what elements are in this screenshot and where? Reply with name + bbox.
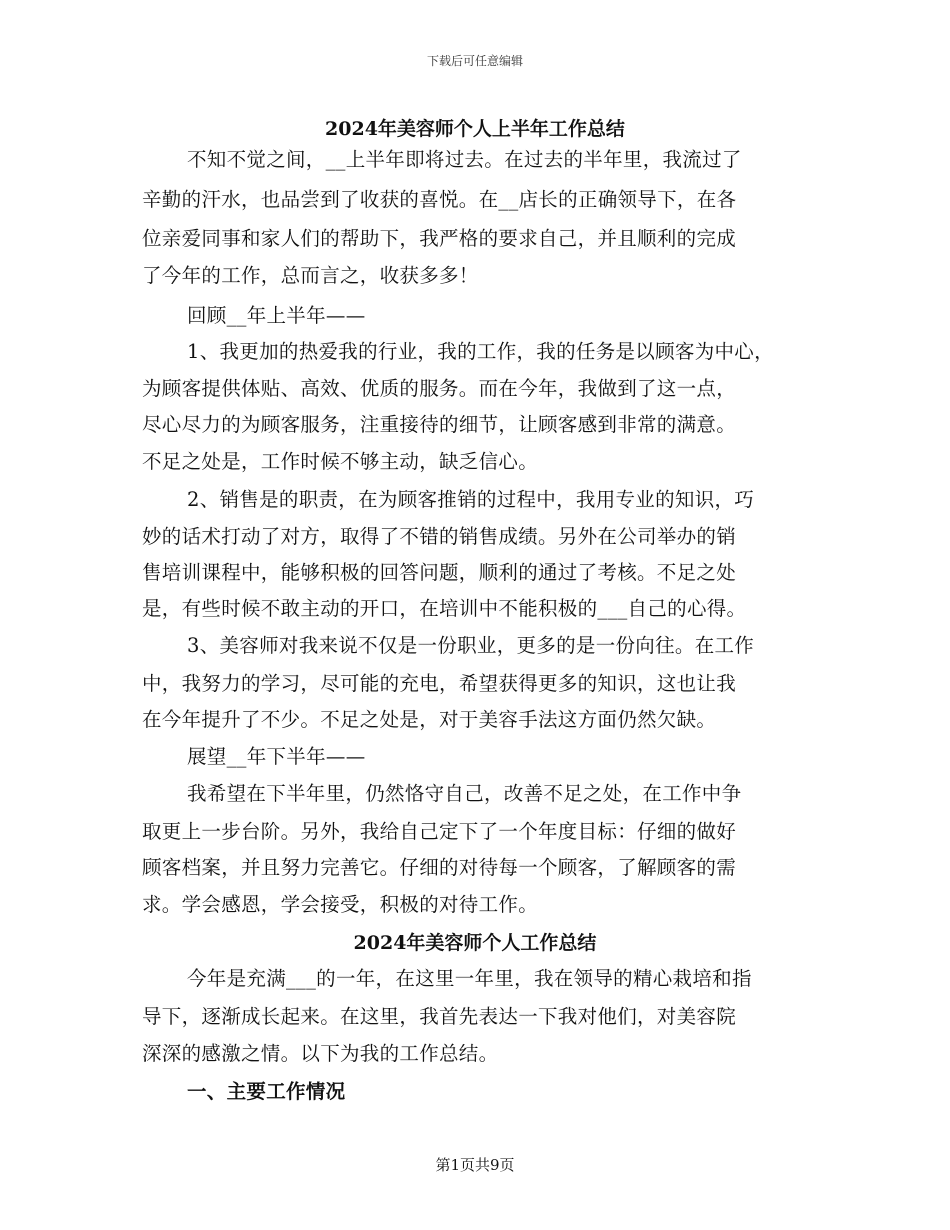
paragraph-line: 在今年提升了不少。不足之处是，对于美容手法这方面仍然欠缺。	[142, 708, 717, 731]
paragraph-line: 尽心尽力的为顾客服务，注重接待的细节，让顾客感到非常的满意。	[142, 413, 737, 436]
paragraph-line: 妙的话术打动了对方，取得了不错的销售成绩。另外在公司举办的销	[142, 525, 737, 548]
document-title-2: 2024年美容师个人工作总结	[353, 932, 597, 954]
paragraph-line: 位亲爱同事和家人们的帮助下，我严格的要求自己，并且顺利的完成	[142, 227, 737, 250]
paragraph-line: 我希望在下半年里，仍然恪守自己，改善不足之处，在工作中争	[187, 782, 742, 805]
document-title: 2024年美容师个人上半年工作总结	[325, 118, 625, 140]
section-heading-main-work: 一、主要工作情况	[187, 1080, 346, 1103]
paragraph-line: 是，有些时候不敢主动的开口，在培训中不能积极的___自己的心得。	[142, 597, 747, 620]
paragraph-line: 为顾客提供体贴、高效、优质的服务。而在今年，我做到了这一点，	[142, 377, 737, 400]
paragraph-line: 2、销售是的职责，在为顾客推销的过程中，我用专业的知识，巧	[187, 488, 755, 511]
paragraph-line: 求。学会感恩，学会接受，积极的对待工作。	[142, 893, 539, 916]
section-heading-outlook: 展望__年下半年——	[187, 745, 366, 768]
paragraph-line: 3、美容师对我来说不仅是一份职业，更多的是一份向往。在工作	[187, 634, 755, 657]
paragraph-line: 深深的感激之情。以下为我的工作总结。	[142, 1042, 499, 1065]
paragraph-line: 顾客档案，并且努力完善它。仔细的对待每一个顾客，了解顾客的需	[142, 856, 737, 879]
paragraph-line: 不知不觉之间，__上半年即将过去。在过去的半年里，我流过了	[187, 148, 742, 171]
paragraph-line: 售培训课程中，能够积极的回答问题，顺利的通过了考核。不足之处	[142, 561, 737, 584]
page-header-note: 下载后可任意编辑	[426, 54, 523, 68]
paragraph-line: 取更上一步台阶。另外，我给自己定下了一个年度目标：仔细的做好	[142, 820, 737, 843]
paragraph-line: 导下，逐渐成长起来。在这里，我首先表达一下我对他们，对美容院	[142, 1005, 737, 1028]
paragraph-line: 1、我更加的热爱我的行业，我的工作，我的任务是以顾客为中心，	[187, 340, 774, 363]
paragraph-line: 中，我努力的学习，尽可能的充电，希望获得更多的知识，这也让我	[142, 672, 737, 695]
section-heading-review: 回顾__年上半年——	[187, 304, 366, 327]
paragraph-line: 不足之处是，工作时候不够主动，缺乏信心。	[142, 450, 539, 473]
paragraph-line: 今年是充满___的一年，在这里一年里，我在领导的精心栽培和指	[187, 967, 752, 990]
paragraph-line: 了今年的工作，总而言之，收获多多！	[142, 264, 479, 287]
page-number: 第1页共9页	[435, 1156, 515, 1174]
paragraph-line: 辛勤的汗水，也品尝到了收获的喜悦。在__店长的正确领导下，在各	[142, 188, 737, 211]
